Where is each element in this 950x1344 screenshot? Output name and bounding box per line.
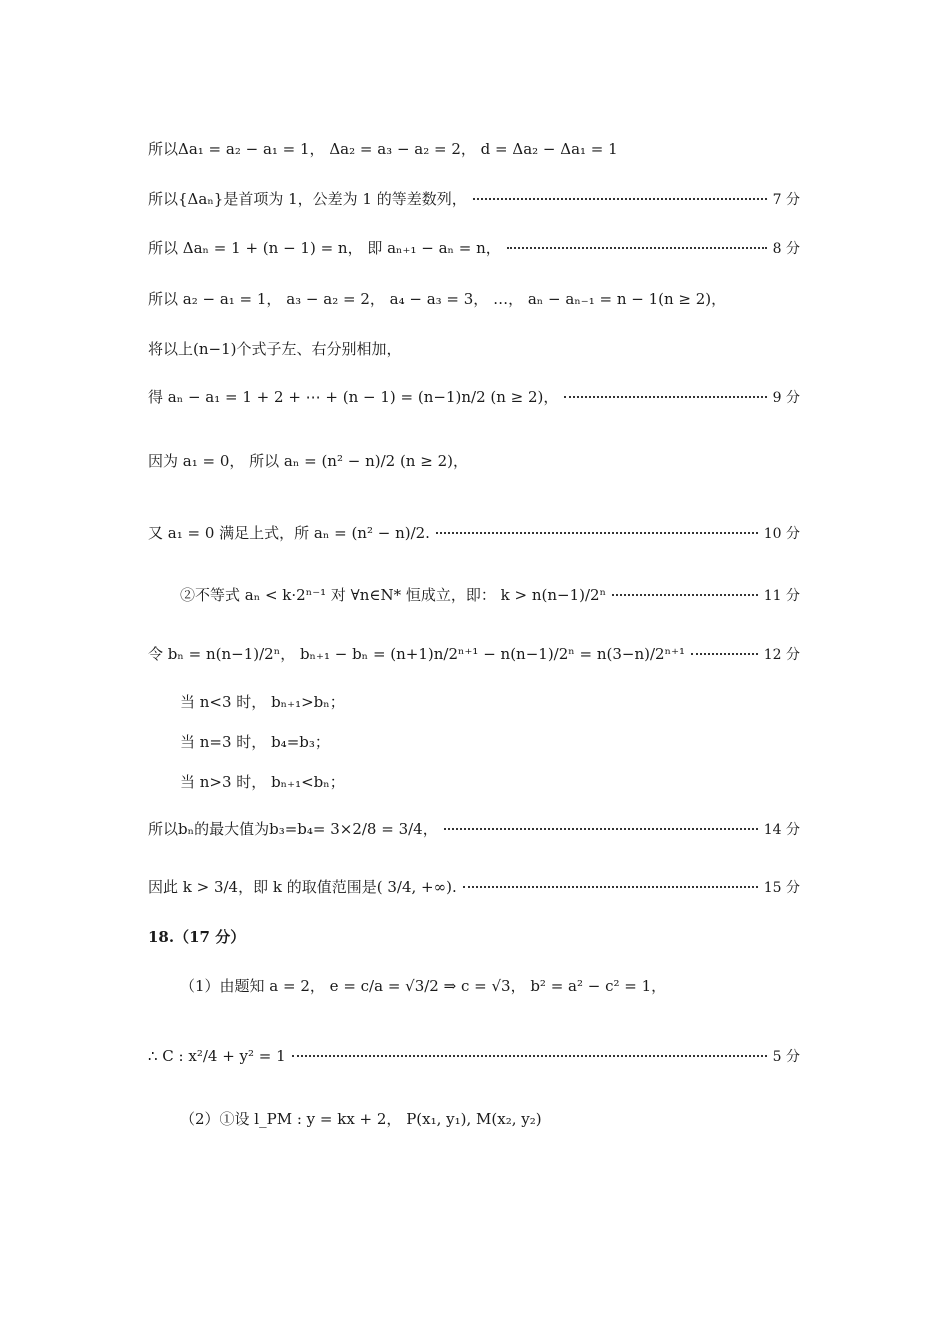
leader-dots — [507, 247, 767, 249]
score-label: 11 分 — [763, 587, 800, 604]
leader-dots — [564, 396, 766, 398]
score-label: 15 分 — [763, 879, 800, 896]
line-text: 当 n=3 时， b₄=b₃； — [180, 733, 330, 751]
score-label: 10 分 — [763, 525, 800, 542]
score-label: 9 分 — [772, 389, 800, 406]
line-text: （2）①设 l_PM : y = kx + 2， P(x₁, y₁), M(x₂, y₂) — [180, 1110, 542, 1128]
solution-line-5 — [148, 338, 800, 359]
line-text: 因此 k > 3/4，即 k 的取值范围是( 3/4, +∞). — [148, 878, 457, 896]
line-text: ②不等式 aₙ < k·2ⁿ⁻¹ 对 ∀n∈N* 恒成立，即： k > n(n−1)/2ⁿ — [180, 586, 607, 604]
solution-line-2 — [148, 188, 800, 209]
line-text: 令 bₙ = n(n−1)/2ⁿ， bₙ₊₁ − bₙ = (n+1)n/2ⁿ⁺¹ − n(n−1)/2ⁿ = n(3−n)/2ⁿ⁺¹ — [148, 645, 686, 663]
line-text: 所以 a₂ − a₁ = 1， a₃ − a₂ = 2， a₄ − a₃ = 3， …， aₙ − aₙ₋₁ = n − 1(n ≥ 2)， — [148, 290, 727, 308]
problem-18-heading — [148, 926, 800, 947]
line-text: 所以Δa₁ = a₂ − a₁ = 1， Δa₂ = a₃ − a₂ = 2， d = Δa₂ − Δa₁ = 1 — [148, 140, 618, 158]
solution-line-19 — [180, 1108, 800, 1129]
leader-dots — [436, 532, 758, 534]
solution-line-11 — [180, 691, 800, 712]
leader-dots — [444, 828, 758, 830]
score-label: 14 分 — [763, 821, 800, 838]
line-text: （1）由题知 a = 2， e = c/a = √3/2 ⇒ c = √3， b² = a² − c² = 1， — [180, 977, 667, 995]
solution-line-18 — [148, 1046, 800, 1066]
solution-line-17 — [180, 975, 800, 996]
solution-line-3 — [148, 237, 800, 258]
line-text: 又 a₁ = 0 满足上式，所 aₙ = (n² − n)/2. — [148, 524, 430, 542]
solution-line-9 — [180, 584, 800, 605]
score-label: 7 分 — [772, 191, 800, 208]
line-text: 因为 a₁ = 0， 所以 aₙ = (n² − n)/2 (n ≥ 2)， — [148, 452, 468, 470]
line-text: 得 aₙ − a₁ = 1 + 2 + ⋯ + (n − 1) = (n−1)n/2 (n ≥ 2)， — [148, 388, 559, 406]
heading-text: 18.（17 分） — [148, 928, 246, 946]
line-text: 当 n>3 时， bₙ₊₁<bₙ； — [180, 773, 345, 791]
solution-line-4 — [148, 288, 800, 309]
solution-line-13 — [180, 771, 800, 792]
line-text: 当 n<3 时， bₙ₊₁>bₙ； — [180, 693, 345, 711]
score-label: 8 分 — [772, 240, 800, 257]
solution-line-1 — [148, 138, 800, 159]
solution-line-10 — [148, 643, 800, 664]
solution-line-6 — [148, 386, 800, 407]
solution-line-14 — [148, 818, 800, 839]
leader-dots — [473, 198, 767, 200]
score-label: 5 分 — [772, 1049, 800, 1065]
line-text: 所以 Δaₙ = 1 + (n − 1) = n， 即 aₙ₊₁ − aₙ = n， — [148, 239, 501, 257]
line-text: 所以bₙ的最大值为b₃=b₄= 3×2/8 = 3/4， — [148, 820, 438, 838]
leader-dots — [612, 594, 758, 596]
score-label: 12 分 — [763, 646, 800, 663]
solution-line-15 — [148, 876, 800, 897]
solution-line-7 — [148, 450, 800, 471]
line-text: 所以{Δaₙ}是首项为 1，公差为 1 的等差数列， — [148, 190, 467, 208]
leader-dots — [292, 1055, 767, 1057]
leader-dots — [691, 653, 758, 655]
solution-line-8 — [148, 522, 800, 543]
solution-line-12 — [180, 731, 800, 752]
line-text: ∴ C : x²/4 + y² = 1 — [148, 1047, 286, 1065]
leader-dots — [463, 886, 758, 888]
line-text: 将以上(n−1)个式子左、右分别相加， — [148, 340, 402, 358]
